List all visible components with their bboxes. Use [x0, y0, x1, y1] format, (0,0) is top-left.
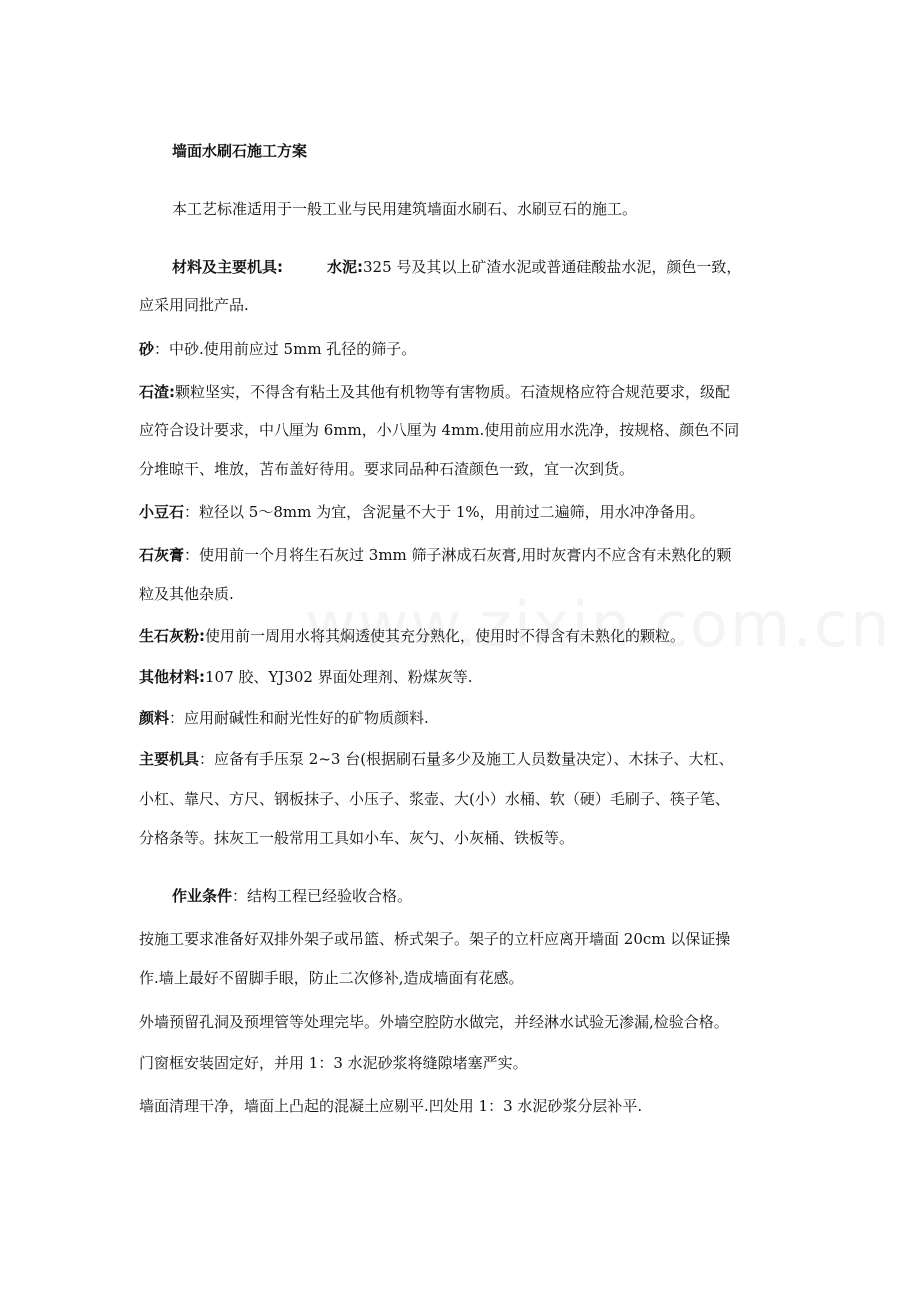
tools-label: 主要机具	[139, 750, 200, 768]
cleaning-paragraph: 墙面清理干净，墙面上凸起的混凝土应剔平.凹处用 1：3 水泥砂浆分层补平.	[139, 1097, 643, 1115]
lime-paste-label: 石灰膏	[139, 546, 185, 564]
pea-gravel-text: ：粒径以 5～8mm 为宜，含泥量不大于 1%，用前过二遍筛，用水冲净备用。	[184, 503, 705, 521]
scaffold-line-2: 作.墙上最好不留脚手眼，防止二次修补,造成墙面有花感。	[139, 969, 524, 987]
tools-text: ：应备有手压泵 2~3 台(根据刷石量多少及施工人员数量决定）、木抹子、大杠、	[199, 750, 734, 768]
lime-paste-text: ：使用前一个月将生石灰过 3mm 筛子淋成石灰膏,用时灰膏内不应含有未熟化的颗	[184, 546, 732, 564]
pea-gravel-label: 小豆石	[139, 503, 185, 521]
pea-gravel-line	[139, 502, 789, 522]
tools-line-3: 分格条等。抹灰工一般常用工具如小车、灰勺、小灰桶、铁板等。	[139, 829, 575, 847]
other-materials-line	[139, 667, 789, 687]
conditions-text: ：结构工程已经验收合格。	[232, 887, 413, 905]
conditions-line	[172, 886, 822, 906]
cement-text-cont: 应采用同批产品.	[139, 296, 249, 314]
sand-text: ：中砂.使用前应过 5mm 孔径的筛子。	[154, 340, 417, 358]
gravel-line-2: 应符合设计要求，中八厘为 6mm，小八厘为 4mm.使用前应用水洗净，按规格、颜色不同	[139, 421, 740, 439]
frames-paragraph: 门窗框安装固定好，并用 1：3 水泥砂浆将缝隙堵塞严实。	[139, 1054, 528, 1072]
pigment-line	[139, 708, 789, 728]
pigment-text: ：应用耐碱性和耐光性好的矿物质颜料.	[169, 709, 429, 727]
sand-label: 砂	[139, 340, 155, 358]
scaffold-line-1: 按施工要求准备好双排外架子或吊篮、桥式架子。架子的立杆应离开墙面 20cm 以保证操	[139, 930, 731, 948]
quicklime-line	[139, 626, 789, 646]
document-title: 墙面水刷石施工方案	[172, 142, 308, 160]
cement-label: 水泥:	[327, 258, 363, 276]
gravel-line-1	[139, 382, 789, 402]
materials-heading: 材料及主要机具:	[172, 258, 283, 276]
cement-text: 325 号及其以上矿渣水泥或普通硅酸盐水泥，颜色一致，	[363, 258, 742, 276]
gravel-label: 石渣:	[139, 383, 175, 401]
quicklime-label: 生石灰粉:	[139, 627, 205, 645]
other-materials-label: 其他材料:	[139, 668, 205, 686]
openings-paragraph: 外墙预留孔洞及预埋管等处理完毕。外墙空腔防水做完，并经淋水试验无渗漏,检验合格。	[139, 1013, 729, 1031]
sand-line	[139, 339, 789, 359]
gravel-text: 颗粒坚实，不得含有粘土及其他有机物等有害物质。石渣规格应符合规范要求，级配	[175, 383, 731, 401]
tools-line-2: 小杠、靠尺、方尺、钢板抹子、小压子、浆壶、大(小）水桶、软（硬）毛刷子、筷子笔、	[139, 790, 730, 808]
conditions-heading: 作业条件	[172, 887, 233, 905]
quicklime-text: 使用前一周用水将其焖透使其充分熟化，使用时不得含有未熟化的颗粒。	[205, 627, 686, 645]
lime-paste-line-1	[139, 545, 789, 565]
other-materials-text: 107 胶、YJ302 界面处理剂、粉煤灰等.	[205, 668, 473, 686]
intro-paragraph: 本工艺标准适用于一般工业与民用建筑墙面水刷石、水刷豆石的施工。	[172, 200, 638, 218]
pigment-label: 颜料	[139, 709, 170, 727]
gravel-line-3: 分堆晾干、堆放，苫布盖好待用。要求同品种石渣颜色一致，宜一次到货。	[139, 460, 635, 478]
lime-paste-line-2: 粒及其他杂质.	[139, 585, 234, 603]
materials-first-line	[172, 257, 822, 277]
tools-line-1	[139, 749, 789, 769]
